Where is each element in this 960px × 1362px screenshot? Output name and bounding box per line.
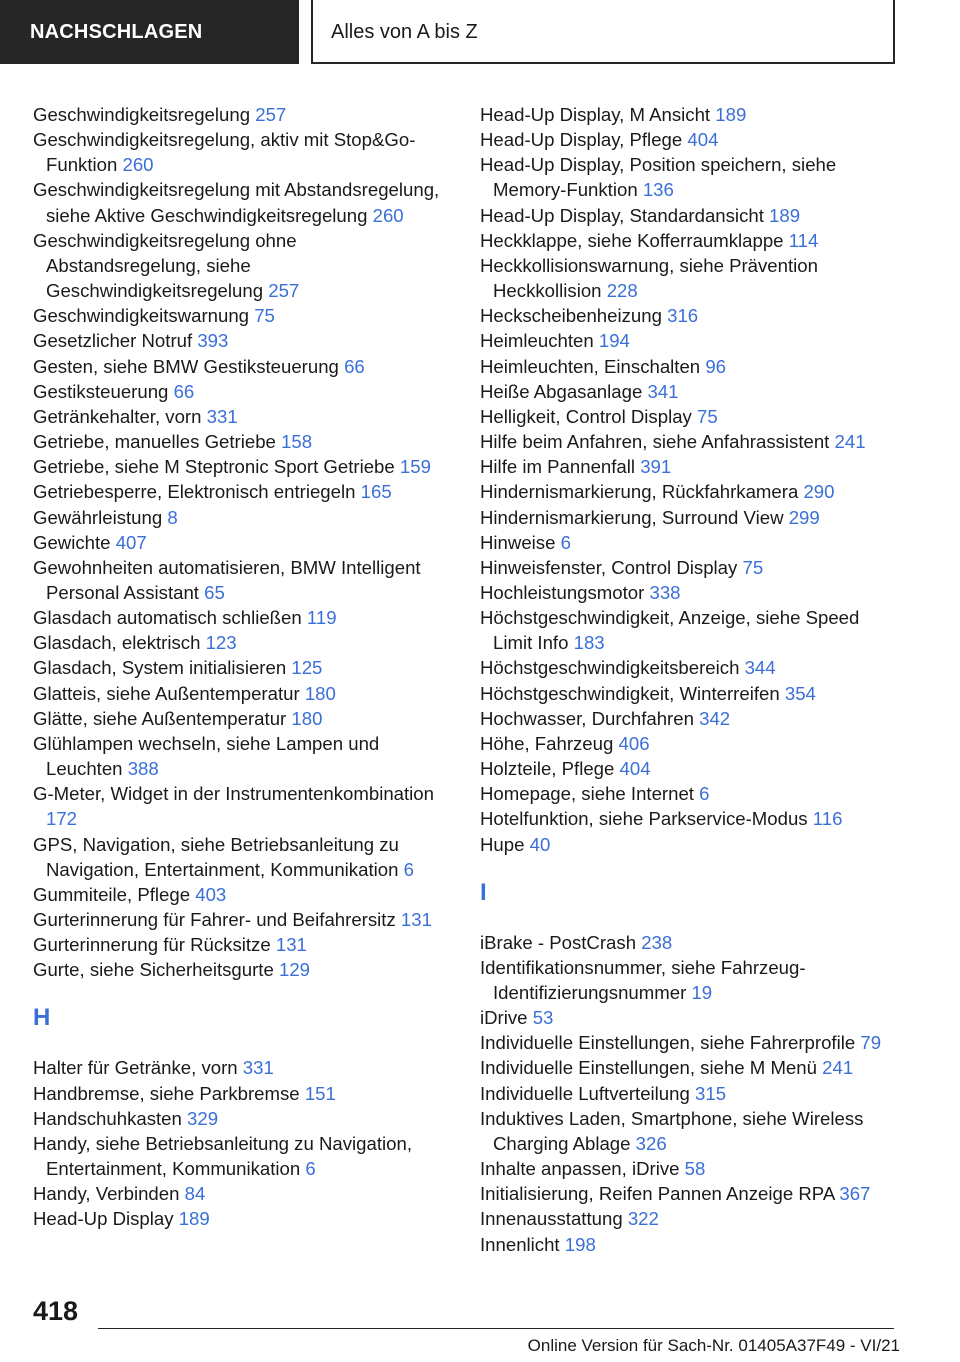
index-entry-text: Gurte, siehe Sicherheitsgurte [33, 959, 274, 981]
index-entry-page-link[interactable]: 391 [640, 456, 672, 478]
index-entry-text: GPS, Navigation, siehe Betriebsanleitung zu Navigation, Entertainment, Kommunikation [33, 833, 399, 880]
index-entry [33, 630, 453, 655]
footer-rule [98, 1328, 894, 1329]
index-entry [480, 655, 900, 680]
index-column-left [33, 102, 453, 1232]
index-entry [480, 505, 900, 530]
index-entry-text: Getriebe, manuelles Getriebe [33, 431, 276, 453]
index-entry-page-link[interactable]: 123 [205, 632, 237, 654]
index-entry-page-link[interactable]: 65 [204, 581, 225, 603]
index-entry [480, 681, 900, 706]
index-entry [480, 1055, 900, 1080]
index-entry-page-link[interactable]: 159 [399, 456, 431, 478]
index-entry [480, 328, 900, 353]
index-entry [480, 781, 900, 806]
index-entry-page-link[interactable]: 19 [691, 982, 713, 1003]
index-entry-text: Hilfe beim Anfahren, siehe Anfahrassistent [480, 431, 830, 453]
chapter-title-box [311, 0, 895, 64]
index-entry-page-link[interactable]: 131 [400, 909, 432, 930]
index-entry [33, 354, 453, 379]
index-entry-text: Innenausstattung [480, 1208, 623, 1230]
index-entry-page-link[interactable]: 79 [860, 1032, 882, 1054]
index-entry [33, 102, 453, 127]
index-entry-text: Hochwasser, Durchfahren [480, 707, 694, 729]
index-entry-text: Gewichte [33, 531, 111, 553]
index-entry-page-link[interactable]: 354 [784, 682, 816, 704]
index-entry [480, 555, 900, 580]
index-entry-page-link[interactable]: 58 [684, 1158, 706, 1180]
index-entry-page-link[interactable]: 119 [306, 607, 337, 629]
index-entry-text: G-Meter, Widget in der Instrumentenkombination [33, 783, 434, 805]
index-entry-page-link[interactable]: 172 [46, 808, 78, 830]
index-entry-text: Initialisierung, Reifen Pannen Anzeige RPA [480, 1183, 835, 1205]
index-entry-text: Heckscheibenheizung [480, 305, 662, 327]
index-entry [480, 1081, 900, 1106]
index-entry [480, 832, 900, 857]
index-entry [480, 1106, 900, 1156]
index-entry-page-link[interactable]: 257 [255, 104, 287, 125]
index-entry [33, 1181, 453, 1206]
index-entry-text: Inhalte anpassen, iDrive [480, 1158, 680, 1180]
section-tab [0, 0, 299, 64]
index-entry [480, 1156, 900, 1181]
index-entry-page-link[interactable]: 403 [195, 883, 227, 905]
index-entry-text: Höchstgeschwindigkeitsbereich [480, 657, 740, 679]
index-entry [480, 955, 900, 1005]
index-letter-heading: I [480, 878, 487, 906]
index-entry-text: Gesetzlicher Notruf [33, 330, 193, 352]
index-entry-text: Geschwindigkeitsregelung ohne Abstandsregelung, siehe Geschwindigkeitsregelung [33, 229, 297, 302]
index-entry-page-link[interactable]: 407 [115, 531, 147, 553]
index-entry-text: Glatteis, siehe Außentemperatur [33, 682, 300, 704]
index-entry [33, 404, 453, 429]
footer-text: Online Version für Sach-Nr. 01405A37F49 - VI/21 [527, 1336, 900, 1355]
index-entry-page-link[interactable]: 165 [360, 481, 392, 503]
index-entry-text: Gurterinnerung für Rücksitze [33, 934, 271, 956]
index-entry-page-link[interactable]: 180 [304, 682, 336, 704]
index-entry [480, 580, 900, 605]
index-entry [33, 655, 453, 680]
index-entry [33, 479, 453, 504]
index-entry-text: Handbremse, siehe Parkbremse [33, 1082, 300, 1104]
index-entry-page-link[interactable]: 66 [344, 355, 365, 377]
index-entry [480, 127, 900, 152]
index-entry-page-link[interactable]: 8 [167, 506, 178, 528]
index-entry [480, 1232, 900, 1257]
index-entry [480, 404, 900, 429]
index-entry-page-link[interactable]: 129 [278, 959, 311, 981]
index-entry-text: Gewohnheiten automatisieren, BMW Intelligent Personal Assistant [33, 556, 421, 603]
index-entry [480, 479, 900, 504]
index-entry-text: Hinweisfenster, Control Display [480, 556, 738, 578]
index-entry-page-link[interactable]: 116 [812, 808, 843, 830]
index-entry-text: Gestiksteuerung [33, 380, 169, 402]
index-entry-text: Geschwindigkeitsregelung, aktiv mit Stop&Go-Funktion [33, 129, 416, 176]
index-entry [480, 530, 900, 555]
index-entry-text: Head-Up Display [33, 1208, 174, 1230]
index-entry [33, 907, 453, 932]
index-entry [480, 454, 900, 479]
index-entry-page-link[interactable]: 342 [699, 707, 731, 729]
index-entry [33, 605, 453, 630]
index-entry [33, 228, 453, 303]
index-entry-page-link[interactable]: 388 [127, 758, 159, 780]
index-entry [33, 1206, 453, 1231]
index-entry [33, 957, 453, 982]
index-entry [33, 832, 453, 882]
index-entry-text: Gewährleistung [33, 506, 163, 528]
index-entry-text: Hinweise [480, 531, 556, 553]
index-entry-page-link[interactable]: 326 [635, 1132, 667, 1154]
index-entry-page-link[interactable]: 329 [187, 1107, 219, 1129]
index-entry [33, 1106, 453, 1131]
index-entry [33, 379, 453, 404]
index-entry-text: Identifikationsnummer, siehe Fahrzeug-Identifizierungsnummer [480, 956, 806, 1003]
index-entry-text: Gummiteile, Pflege [33, 883, 191, 905]
index-entry [33, 328, 453, 353]
index-entry-page-link[interactable]: 331 [242, 1057, 274, 1079]
index-entry-text: Handy, Verbinden [33, 1183, 180, 1205]
index-entry-text: Handy, siehe Betriebsanleitung zu Navigation, Entertainment, Kommunikation [33, 1132, 412, 1180]
index-entry-page-link[interactable]: 344 [744, 657, 776, 679]
index-entry-text: Heimleuchten [480, 330, 594, 352]
index-entry-page-link[interactable]: 290 [803, 481, 835, 503]
index-entry-page-link[interactable]: 6 [403, 858, 414, 880]
index-entry [480, 253, 900, 303]
index-entry [480, 605, 900, 655]
index-entry [33, 781, 453, 831]
index-entry-text: Head-Up Display, M Ansicht [480, 104, 711, 125]
index-entry-page-link[interactable]: 299 [788, 506, 820, 528]
index-entry-text: Geschwindigkeitswarnung [33, 305, 250, 327]
index-entry-text: Hochleistungsmotor [480, 581, 645, 603]
index-entry-page-link[interactable]: 131 [275, 934, 307, 956]
index-entry-text: iDrive [480, 1007, 528, 1029]
index-entry [33, 454, 453, 479]
index-entry [480, 930, 900, 955]
index-entry-page-link[interactable]: 96 [705, 355, 727, 377]
index-entry-page-link[interactable]: 228 [606, 280, 638, 302]
index-entry-page-link[interactable]: 393 [197, 330, 229, 352]
index-entry-text: Getränkehalter, vorn [33, 405, 202, 427]
chapter-title: Alles von A bis Z [331, 21, 478, 43]
index-entry-text: Innenlicht [480, 1233, 560, 1255]
index-entry [480, 731, 900, 756]
index-entry-text: Glätte, siehe Außentemperatur [33, 707, 287, 729]
index-entry-page-link[interactable]: 338 [649, 581, 681, 603]
index-entry-text: Gesten, siehe BMW Gestiksteuerung [33, 355, 339, 377]
index-entry-page-link[interactable]: 238 [641, 931, 673, 953]
index-entry-page-link[interactable]: 341 [647, 380, 679, 402]
index-entry [480, 806, 900, 831]
index-entry [480, 756, 900, 781]
index-entry [33, 1081, 453, 1106]
index-entry-text: iBrake - PostCrash [480, 931, 637, 953]
index-entry [33, 731, 453, 781]
index-entry-page-link[interactable]: 183 [573, 632, 605, 654]
index-entry-page-link[interactable]: 404 [687, 129, 719, 151]
index-entry-text: Gurterinnerung für Fahrer- und Beifahrersitz [33, 909, 396, 930]
index-column-right [480, 102, 900, 1257]
index-entry-page-link[interactable]: 151 [304, 1082, 336, 1104]
index-entry-page-link[interactable]: 316 [667, 305, 699, 327]
index-entry-page-link[interactable]: 180 [291, 707, 323, 729]
index-entry [480, 303, 900, 328]
index-entry-text: Glühlampen wechseln, siehe Lampen und Leuchten [33, 732, 380, 780]
index-entry-page-link[interactable]: 40 [529, 833, 551, 855]
section-label: NACHSCHLAGEN [30, 21, 203, 43]
index-entry-text: Glasdach, System initialisieren [33, 657, 287, 679]
index-entry-text: Geschwindigkeitsregelung mit Abstandsregelung, siehe Aktive Geschwindigkeitsregelung [33, 179, 440, 226]
index-entry-text: Glasdach automatisch schließen [33, 607, 302, 629]
index-entry-page-link[interactable]: 189 [769, 204, 801, 226]
index-entry-page-link[interactable]: 241 [822, 1057, 854, 1079]
index-entry-page-link[interactable]: 198 [564, 1233, 596, 1255]
index-entry [480, 706, 900, 731]
index-entry [33, 932, 453, 957]
index-entry-text: Induktives Laden, Smartphone, siehe Wireless Charging Ablage [480, 1107, 864, 1154]
index-entry [480, 152, 900, 202]
index-entry-page-link[interactable]: 404 [619, 758, 651, 780]
index-entry [33, 555, 453, 605]
index-entry-page-link[interactable]: 84 [184, 1183, 206, 1205]
index-entry-text: Heckklappe, siehe Kofferraumklappe [480, 229, 784, 251]
index-entry-page-link[interactable]: 136 [642, 179, 674, 201]
index-entry [33, 127, 453, 177]
index-entry-page-link[interactable]: 75 [697, 405, 718, 427]
index-entry [480, 102, 900, 127]
index-entry-text: Head-Up Display, Standardansicht [480, 204, 764, 226]
index-entry [480, 203, 900, 228]
index-entry [480, 379, 900, 404]
index-entry [480, 1005, 900, 1030]
index-entry-text: Heiße Abgasanlage [480, 380, 643, 402]
index-entry-page-link[interactable]: 260 [372, 204, 404, 226]
index-entry-page-link[interactable]: 53 [532, 1007, 554, 1029]
index-entry [480, 429, 900, 454]
index-entry [480, 1181, 900, 1206]
index-entry-text: Geschwindigkeitsregelung [33, 104, 251, 125]
index-entry-page-link[interactable]: 406 [618, 732, 650, 754]
index-entry-text: Handschuhkasten [33, 1107, 182, 1129]
index-entry-text: Individuelle Luftverteilung [480, 1082, 690, 1104]
index-entry-text: Höchstgeschwindigkeit, Anzeige, siehe Speed Limit Info [480, 607, 860, 654]
index-entry-text: Getriebesperre, Elektronisch entriegeln [33, 481, 356, 503]
index-entry-text: Hilfe im Pannenfall [480, 456, 636, 478]
index-entry-page-link[interactable]: 322 [627, 1208, 659, 1230]
index-entry-page-link[interactable]: 367 [839, 1183, 871, 1205]
index-entry [480, 228, 900, 253]
index-entry-text: Hupe [480, 833, 525, 855]
index-entry-text: Hindernismarkierung, Surround View [480, 506, 784, 528]
index-entry-page-link[interactable]: 75 [742, 556, 764, 578]
index-entry [33, 1055, 453, 1080]
index-entry-text: Head-Up Display, Position speichern, siehe Memory-Funktion [480, 154, 837, 201]
index-entry-page-link[interactable]: 114 [788, 229, 819, 251]
index-entry-page-link[interactable]: 66 [173, 380, 195, 402]
index-entry-text: Hindernismarkierung, Rückfahrkamera [480, 481, 799, 503]
index-entry-text: Individuelle Einstellungen, siehe Fahrerprofile [480, 1032, 856, 1054]
index-entry-page-link[interactable]: 194 [598, 330, 630, 352]
index-entry-page-link[interactable]: 189 [178, 1208, 210, 1230]
index-entry-page-link[interactable]: 125 [291, 657, 323, 679]
index-entry-page-link[interactable]: 158 [281, 431, 313, 453]
index-entry-text: Heckkollisionswarnung, siehe Prävention Heckkollision [480, 254, 818, 302]
index-entry [480, 1030, 900, 1055]
index-letter-heading: H [33, 1004, 51, 1032]
index-entry [33, 429, 453, 454]
index-entry [33, 681, 453, 706]
index-entry-page-link[interactable]: 331 [206, 405, 238, 427]
index-entry-page-link[interactable]: 6 [560, 531, 571, 553]
index-entry [33, 303, 453, 328]
index-entry-text: Homepage, siehe Internet [480, 783, 694, 805]
index-entry-text: Helligkeit, Control Display [480, 405, 692, 427]
index-entry-page-link[interactable]: 6 [699, 783, 710, 805]
index-entry-text: Glasdach, elektrisch [33, 632, 201, 654]
index-entry [480, 1206, 900, 1231]
index-entry [33, 882, 453, 907]
index-entry-page-link[interactable]: 189 [715, 104, 747, 125]
index-entry-text: Head-Up Display, Pflege [480, 129, 683, 151]
index-entry [33, 1131, 453, 1181]
index-entry-text: Getriebe, siehe M Steptronic Sport Getriebe [33, 456, 395, 478]
page-number: 418 [33, 1296, 79, 1326]
index-entry-page-link[interactable]: 260 [122, 154, 154, 176]
index-entry [33, 706, 453, 731]
index-entry-text: Hotelfunktion, siehe Parkservice-Modus [480, 808, 808, 830]
index-entry-text: Halter für Getränke, vorn [33, 1057, 238, 1079]
index-entry-page-link[interactable]: 75 [254, 305, 275, 327]
index-entry-page-link[interactable]: 6 [305, 1158, 316, 1180]
index-entry-text: Höchstgeschwindigkeit, Winterreifen [480, 682, 780, 704]
index-entry-page-link[interactable]: 257 [268, 280, 300, 302]
index-entry [33, 505, 453, 530]
index-entry [33, 530, 453, 555]
index-entry-text: Höhe, Fahrzeug [480, 732, 614, 754]
index-entry-text: Individuelle Einstellungen, siehe M Menü [480, 1057, 817, 1079]
index-entry [33, 177, 453, 227]
index-entry-text: Heimleuchten, Einschalten [480, 355, 701, 377]
index-entry [480, 354, 900, 379]
index-entry-page-link[interactable]: 315 [695, 1082, 727, 1104]
index-entry-page-link[interactable]: 241 [834, 431, 866, 453]
index-entry-text: Holzteile, Pflege [480, 758, 615, 780]
